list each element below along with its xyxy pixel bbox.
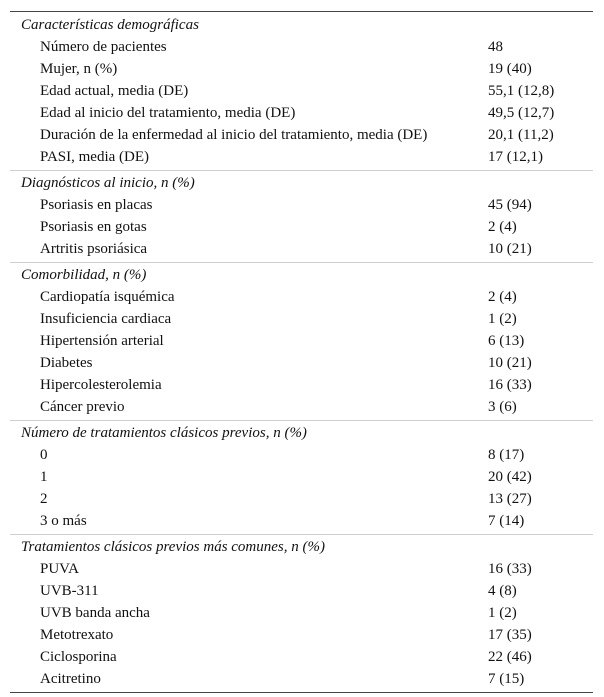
row-label: Hipertensión arterial [40, 333, 164, 349]
section-title: Características demográficas [21, 17, 199, 33]
row-label: Edad actual, media (DE) [40, 83, 189, 99]
row-value: 2 (4) [488, 289, 517, 305]
section-title: Diagnósticos al inicio, n (%) [21, 175, 195, 191]
table-row [10, 194, 593, 216]
row-label: Cáncer previo [40, 399, 125, 415]
table-row [10, 602, 593, 624]
table-row [10, 488, 593, 510]
section-common-prior-treatments [10, 536, 593, 690]
row-value: 17 (12,1) [488, 149, 543, 165]
row-value: 13 (27) [488, 491, 532, 507]
table-row [10, 444, 593, 466]
row-label: PASI, media (DE) [40, 149, 150, 165]
row-value: 22 (46) [488, 649, 532, 665]
row-value: 4 (8) [488, 583, 517, 599]
row-label: Edad al inicio del tratamiento, media (DE) [40, 105, 296, 121]
row-value: 2 (4) [488, 219, 517, 235]
row-value: 55,1 (12,8) [488, 83, 555, 99]
row-label: Número de pacientes [40, 39, 167, 55]
row-label: Insuficiencia cardiaca [40, 311, 172, 327]
row-label: UVB banda ancha [40, 605, 150, 621]
row-label: UVB-311 [40, 583, 99, 599]
table-row [10, 102, 593, 124]
row-label: 3 o más [40, 513, 87, 529]
row-value: 6 (13) [488, 333, 525, 349]
section-title: Tratamientos clásicos previos más comunes, n (%) [21, 539, 325, 555]
table-row [10, 146, 593, 168]
table-row [10, 330, 593, 352]
table-row [10, 374, 593, 396]
table-row [10, 286, 593, 308]
table-row [10, 216, 593, 238]
row-label: PUVA [40, 561, 79, 577]
row-value: 16 (33) [488, 561, 532, 577]
table-row [10, 124, 593, 146]
table-row [10, 80, 593, 102]
section-title: Número de tratamientos clásicos previos, n (%) [21, 425, 307, 441]
row-label: Metotrexato [40, 627, 114, 643]
table-row [10, 668, 593, 690]
row-label: 2 [40, 491, 48, 507]
table-row [10, 396, 593, 418]
row-value: 3 (6) [488, 399, 517, 415]
table-row [10, 352, 593, 374]
table-row [10, 58, 593, 80]
row-value: 7 (15) [488, 671, 525, 687]
table-row [10, 580, 593, 602]
section-prior-treatment-count [10, 422, 593, 535]
row-value: 8 (17) [488, 447, 525, 463]
section-demographics [10, 14, 593, 171]
row-label: Artritis psoriásica [40, 241, 148, 257]
row-value: 19 (40) [488, 61, 532, 77]
section-title: Comorbilidad, n (%) [21, 267, 147, 283]
table-row [10, 558, 593, 580]
table-row [10, 466, 593, 488]
table-row [10, 238, 593, 260]
row-value: 16 (33) [488, 377, 532, 393]
row-label: Ciclosporina [40, 649, 117, 665]
row-value: 20 (42) [488, 469, 532, 485]
row-label: Duración de la enfermedad al inicio del tratamiento, media (DE) [40, 127, 428, 143]
characteristics-table [10, 11, 593, 693]
table-row [10, 624, 593, 646]
row-value: 1 (2) [488, 311, 517, 327]
table-row [10, 646, 593, 668]
table-row [10, 510, 593, 532]
row-label: Psoriasis en gotas [40, 219, 147, 235]
row-value: 48 [488, 39, 503, 55]
row-value: 7 (14) [488, 513, 525, 529]
row-label: Diabetes [40, 355, 93, 371]
row-label: 1 [40, 469, 48, 485]
row-value: 1 (2) [488, 605, 517, 621]
row-label: Psoriasis en placas [40, 197, 153, 213]
row-label: 0 [40, 447, 48, 463]
row-label: Hipercolesterolemia [40, 377, 162, 393]
table-row [10, 308, 593, 330]
row-label: Cardiopatía isquémica [40, 289, 175, 305]
row-value: 17 (35) [488, 627, 532, 643]
row-value: 10 (21) [488, 241, 532, 257]
row-value: 10 (21) [488, 355, 532, 371]
section-comorbidity [10, 264, 593, 421]
row-label: Acitretino [40, 671, 101, 687]
row-value: 45 (94) [488, 197, 532, 213]
row-value: 20,1 (11,2) [488, 127, 554, 143]
section-diagnoses [10, 172, 593, 263]
table-row [10, 36, 593, 58]
row-value: 49,5 (12,7) [488, 105, 555, 121]
row-label: Mujer, n (%) [40, 61, 118, 77]
